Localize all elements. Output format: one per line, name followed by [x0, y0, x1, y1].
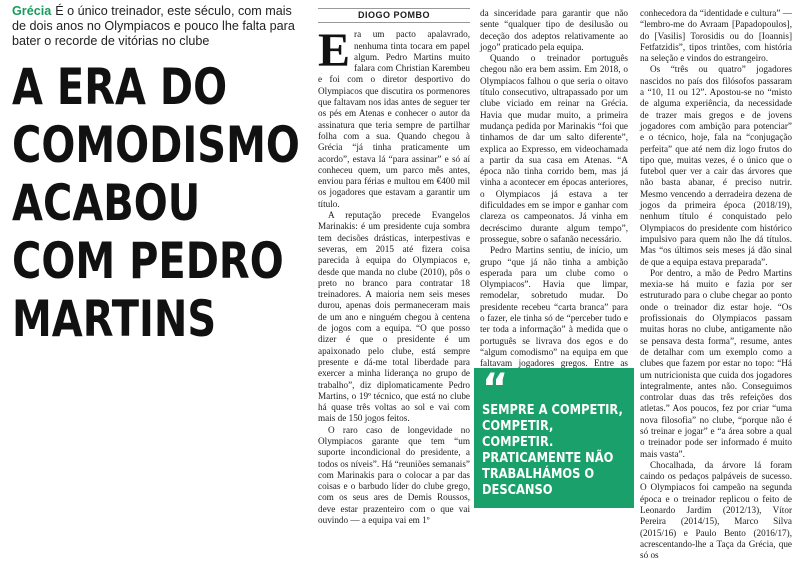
drop-cap: E	[318, 24, 351, 78]
headline-line: MARTINS	[12, 290, 217, 348]
article-paragraph: Os “três ou quatro” jogadores nascidos no país dos filósofos passaram a “10, 11 ou 12”. Apostou-se no “misto de alguma experiência, da necessidade de trazer mais gregos e de jovens jogadores com ambição para potenciar” e o técnico, hoje, fala na “conjugação perfeita” que até nem diz logo frutos do tipo que, muitas vezes, é o único que o futebol quer ver a cair das árvores que não basta abanar, é preciso nutrir. Mesmo vencendo a derradeira dezena de jogos da primeira época (2018/19), nenhum título é conquistado pelo Olympiacos do presidente com histórico impulsivo para quem não lhe dá títulos. Mas “os últimos seis meses já dão sinal de que a equipa estava preparada”.	[640, 64, 792, 267]
article-paragraph: Chocalhada, da árvore lá foram caindo os pedaços palpáveis de sucesso. O Olympiacos foi campeão na segunda época e o treinador replicou o feito de Leonardo Jardim (2012/13), Vítor Pereira (2014/15), Marco Silva (2015/16) e Paulo Bento (2016/17), acrescentando-lhe a Taça da Grécia, que só os	[640, 459, 792, 561]
article-paragraph: Quando o treinador português chegou não era bem assim. Em 2018, o Olympiacos falhou o que seria o oitavo título consecutivo, ultrapassado por um clube viciado em reinar na Grécia. Havia que mudar muito, a primeira mudança pedida por Marinakis “foi que tinhamos de dar um salto diferente”, explica ao Expresso, em videochamada a partir da sua casa em Atenas. “A época não tinha corrido bem, mas já vinha a acontecer em épocas anteriores, o Olympiacos já estava a ter dificuldades em se impor e ganhar com clareza os campeonatos. Já vinha em decréscimo durante algum tempo”, prossegue, sobre o safanão necessário.	[480, 53, 628, 244]
author-byline: DIOGO POMBO	[318, 8, 470, 23]
headline-line: COMODISMO	[12, 116, 300, 174]
article-paragraph: O raro caso de longevidade no Olympiacos garante que tem “um suporte incondicional do presidente, a todos os níveis”. Há “reuniões semanais” com Marinakis para o colocar a par das coisas e o barbudo líder do clube grego, com os seus ares de Demis Roussos, deve estar prazenteiro com o que vai ouvindo — a equipa vai em 1º	[318, 424, 470, 526]
article-paragraph	[318, 24, 470, 210]
headline-line: COM PEDRO	[12, 232, 284, 290]
quote-mark-icon: “	[482, 366, 509, 412]
section-label: Grécia	[12, 4, 52, 18]
kicker	[12, 4, 297, 49]
article-paragraph: da sinceridade para garantir que não sente “qualquer tipo de desilusão ou deceção dos adeptos relativamente ao jogo” praticado pela equipa.	[480, 8, 628, 52]
article-column-1	[318, 8, 470, 526]
pull-quote	[474, 368, 634, 508]
article-paragraph: Pedro Martins sentiu, de início, um grupo “que já não tinha a ambição esperada para um clube como o Olympiacos”. Havia que limpar, remodelar, sobretudo mudar. Do presidente recebeu “carta branca” para o fazer, ele tinha só de “perceber tudo e ter toda a informação” à medida que o português se livrava dos egos e do “algum comodismo” na equipa em que faltavam jogadores gregos. Entre as	[480, 245, 628, 369]
pull-quote-text: SEMPRE A COMPETIR, COMPETIR, COMPETIR. PRATICAMENTE NÃO TRABALHÁMOS O DESCANSO	[482, 402, 623, 498]
kicker-text: É o único treinador, este século, com mais de dois anos no Olympiacos e pouco lhe falta para bater o recorde de vitórias no clube	[12, 4, 295, 48]
article-paragraph: conhecedora da “identidade e cultura” — “lembro-me do Avraam [Papadopoulos], do [Vasilis] Torosidis ou do [Ioannis] Fetfatzidis”, tipos trintões, com história na seleção e vindos do estrangeiro.	[640, 8, 792, 64]
headline-line: A ERA DO	[12, 58, 228, 116]
article-paragraph: Por dentro, a mão de Pedro Martins mexia-se há muito e fazia por ser estruturado para o clube chegar ao ponto onde o treinador diz estar hoje. “Os profissionais do Olympiacos passam muitas horas no clube, antigamente não se pensava desta forma”, resume, antes de detalhar com um exemplo como a clubes que fazem por estar no topo: “Há um nutricionista que cuida dos jogadores integralmente, antes não. Conseguimos controlar duas das três refeições dos atletas.” Aos poucos, fez por criar “uma nova filosofia” no clube, “porque não é só treinar e jogar” e “a área sobre a qual o treinador pode ser informado é muito mais vasta”.	[640, 267, 792, 459]
article-column-3	[640, 8, 792, 561]
column-2-text	[480, 8, 628, 369]
headline-line: ACABOU	[12, 174, 201, 232]
paragraph-text: ra um pacto apalavrado, nenhuma tinta tocara em papel algum. Pedro Martins muito falara com Christian Karembeu e foi com o diretor desportivo do Olympiacos que discutira os pormenores que faltavam nos idas antes de seguer ter os pés em Atenas e conhecer o autor da assinatura que teria sempre de partilhar folha com a sua. Quando chegou à Grécia “já tinha praticamente um acordo”, estava lá “para assinar” e só aí conheceu quem, um parco mês antes, enviou para férias e multou em €400 mil os jogadores que estavam a garantir um título.	[318, 29, 470, 209]
headline	[12, 58, 300, 348]
article-paragraph: A reputação precede Evangelos Marinakis: é um presidente cuja sombra tem decisões drásticas, interpestivas e severas, em 2015 até fizera coisa parecida à equipa do Olympiacos e, desde que manda no clube (2010), pôs o preto no branco para contratar 18 treinadores. A maioria nem seis meses durou, apenas dois permaneceram mais de um ano e ninguém chegou à centena de jogos com a equipa. “O que posso dizer é que o presidente é um apaixonado pelo clube, está sempre presente e dá-me total liberdade para exercer a minha liderança no grupo de trabalho”, diz diplomaticamente Pedro Martins, o 19º técnico, que está no clube há quase três voltas ao sol e vai com mais de 150 jogos feitos.	[318, 210, 470, 424]
